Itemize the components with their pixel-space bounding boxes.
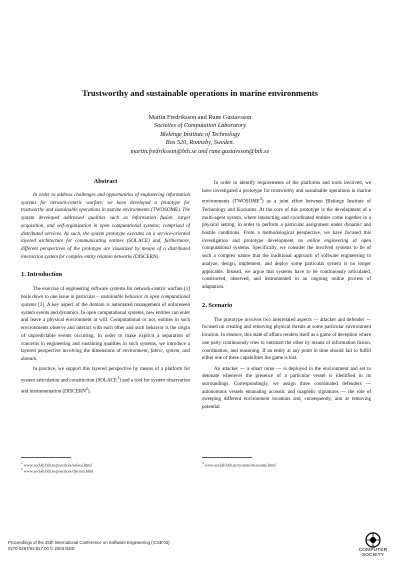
- abstract-heading: Abstract: [93, 178, 118, 185]
- author-names: Martin Fredriksson and Rune Gustavsson: [148, 114, 252, 121]
- intro-paragraph: The exercise of engineering software systems for network-centric warfare [1] boils down to one issue in particular – sustainable behavior in open computational systems [2]. A key aspect of the domain is automated management of unforeseen system events and dynamics. In open computational systems, new entities can enter and leave a physical environment at will. Computational or not, entities in such environments observe and interact with each other and such behavior is the origin of unpredictable events occurring. In order to make explicit a separation of concerns in engineering and sustaining qualities in such systems, we introduce a layered perspective involving the dimensions of environment, fabric, system, and domain.: [21, 286, 191, 362]
- computer-society-logo: [352, 532, 394, 564]
- author-block: [60, 114, 340, 156]
- body-paragraph: In order to identify requirements of the platforms and tools involved, we have investigated a prototype for trustworthy and sustainable operations in marine environments (TWOSOME$^3$) as a joint effort between Blekinge Institute of Technology and Kockums. At the core of this prototype is the development of a multi-agent system, where interacting and coordinated entities come together in a physical setting; in order to perform a particular assignment under dynamic and hostile conditions. From a methodological perspective, we have focused this investigation and prototype development on online engineering of open computational systems. Specifically, we consider the involved systems to be of such a complex nature that the traditional approach of software engineering to analyze, design, implement, and deploy some particular system is no longer applicable. Instead, we argue that systems have to be continuously articulated, constructed, observed, and instrumented in an ongoing online process of adaptation.: [202, 180, 371, 291]
- body-paragraph: An attacker — a smart mine — is deployed in the environment and set to detonate whenever the presence of a particular vessel is identified in its surroundings. Correspondingly, we assign three coordinated defenders — autonomous vessels emanating acoustic and magnetic signatures — the role of sweeping different environment locations and, consequently, aim at removing potential: [202, 365, 371, 411]
- intro-paragraph: In practice, we support this layered perspective by means of a platform for system articulation and construction (SOLACE$^1$) and a tool for system observation and instrumentation (DISCERN$^2$).: [21, 366, 190, 395]
- proceedings-footer: [8, 540, 308, 552]
- author-address: Box 520, Ronneby, Sweden.: [165, 139, 235, 147]
- section-heading-scenario: 2. Scenario: [202, 301, 233, 309]
- footnote-2: $^2$ www.soclab.bth.se/practices/discern.html: [21, 467, 94, 474]
- author-institute: Blekinge Institute of Technology: [160, 130, 240, 138]
- logo-text-society: SOCIETY: [361, 553, 385, 559]
- paper-title: Trustworthy and sustainable operations in marine environments: [81, 88, 319, 98]
- proceedings-line: Proceedings of the 25th International Conference on Software Engineering (ICSE'03): [8, 540, 170, 545]
- footnote-rule: [21, 457, 71, 458]
- footnote-3: $^3$ www.soclab.bth.se/systems/twosome.html: [202, 461, 276, 468]
- author-affiliation: Societies of Computation Laboratory: [154, 122, 246, 130]
- logo-text-computer: COMPUTER: [358, 548, 388, 553]
- computer-society-emblem-icon: [365, 532, 381, 548]
- section-heading-introduction: 1. Introduction: [21, 271, 63, 279]
- left-column: [21, 178, 190, 397]
- body-paragraph: The prototype involves two interrelated aspects — attacker and defender — focused on creating and removing physical threats at some particular environment location. In essence, this state of affairs renders itself as a game of deception where one party continuously tries to outsmart the other by means of information fusion, coordination, and reasoning. If an entity at any point in time should fail to fulfill either one of these capabilities the game is lost.: [202, 316, 371, 362]
- abstract-text: In order to address challenges and opportunities of engineering information systems for network-centric warfare, we have developed a prototype for trustworthy and sustainable operations in marine environments (TWOSOME). The system developed addressed qualities such as information fusion, target acquisition, and self-organization in open computational systems; comprised of distributed services. As such, the system prototype executes on a service-oriented layered architecture for communicating entities (SOLACE) and, furthermore, different perspectives of the prototype are visualized by means of a distributed interaction system for complex entity relation networks (DISCERN).: [21, 192, 190, 260]
- copyright-line: 0270-5257/03 $17.00 © 2003 IEEE: [8, 546, 75, 551]
- right-column: [202, 180, 371, 412]
- footnote-1: $^1$ www.soclab.bth.se/practices/solace.html: [21, 461, 92, 468]
- footnote-rule: [202, 457, 252, 458]
- author-email: martin.fredriksson@bth.se and rune.gustavsson@bth.se: [130, 147, 270, 155]
